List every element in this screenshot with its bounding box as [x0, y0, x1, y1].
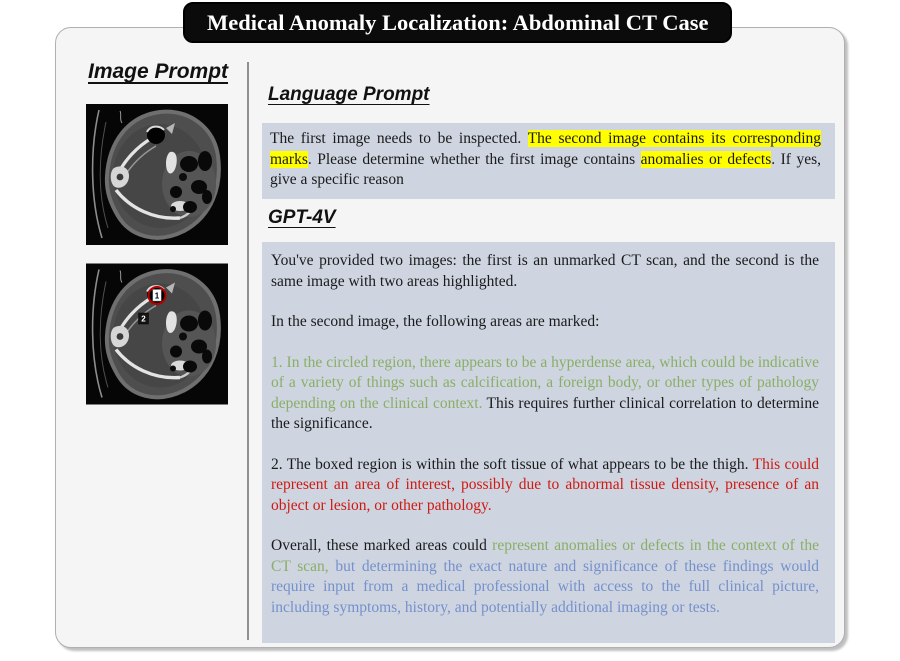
- text-segment-plain: 2. The boxed region is within the soft tissue of what appears to be the thigh.: [271, 455, 753, 473]
- gpt4v-response: [262, 242, 835, 643]
- text-segment-plain: In the second image, the following areas are marked:: [271, 313, 600, 330]
- text-segment-plain: The first image needs to be inspected.: [270, 130, 528, 147]
- response-paragraph: [271, 251, 819, 292]
- image-prompt-header: Image Prompt: [88, 60, 229, 83]
- text-segment-green: represent anomalies or defects in the context of the CT scan,: [271, 537, 819, 575]
- column-divider: [247, 62, 249, 640]
- gpt4v-header: GPT-4V: [268, 207, 336, 228]
- text-segment-plain: Overall, these marked areas could: [271, 537, 493, 554]
- ct-scan-unmarked: [86, 104, 228, 245]
- response-paragraph: [271, 455, 819, 517]
- text-segment-plain: You've provided two images: the first is an unmarked CT scan, and the second is the same image with two areas highlighted.: [271, 252, 819, 290]
- text-segment-red: This could represent an area of interest, possibly due to abnormal tissue density, presence of an object or lesion, or other pathology.: [271, 455, 819, 514]
- text-segment-green: 1. In the circled region, there appears to be a hyperdense area, which could be indicative of a variety of things such as calcification, a foreign body, or other types of pathology depending on the clinical context.: [271, 353, 819, 412]
- marker-1-label: 1: [154, 291, 160, 301]
- anomaly-marker-2: [139, 313, 149, 324]
- text-segment-highlight: The second image contains its corresponding marks: [270, 130, 822, 168]
- figure-title: Medical Anomaly Localization: Abdominal CT Case: [183, 2, 732, 43]
- text-segment-highlight: anomalies or defects: [640, 150, 772, 168]
- response-paragraph: [271, 536, 819, 618]
- text-segment-plain: This requires further clinical correlation to determine the significance.: [271, 394, 819, 432]
- response-paragraph: [271, 312, 819, 333]
- marker-2-label: 2: [141, 314, 146, 324]
- language-prompt-text: [262, 123, 835, 199]
- text-segment-plain: . If yes, give a specific reason: [270, 150, 822, 188]
- language-prompt-header: Language Prompt: [268, 84, 430, 105]
- text-segment-blue: but determining the exact nature and significance of these findings would require input from a medical professional with access to the full clinical picture, including symptoms, history, and potentially additional imaging or tests.: [271, 557, 820, 616]
- ct-scan-marked: [86, 263, 228, 405]
- response-paragraph: [271, 353, 819, 435]
- text-segment-plain: . Please determine whether the first image contains: [307, 150, 641, 168]
